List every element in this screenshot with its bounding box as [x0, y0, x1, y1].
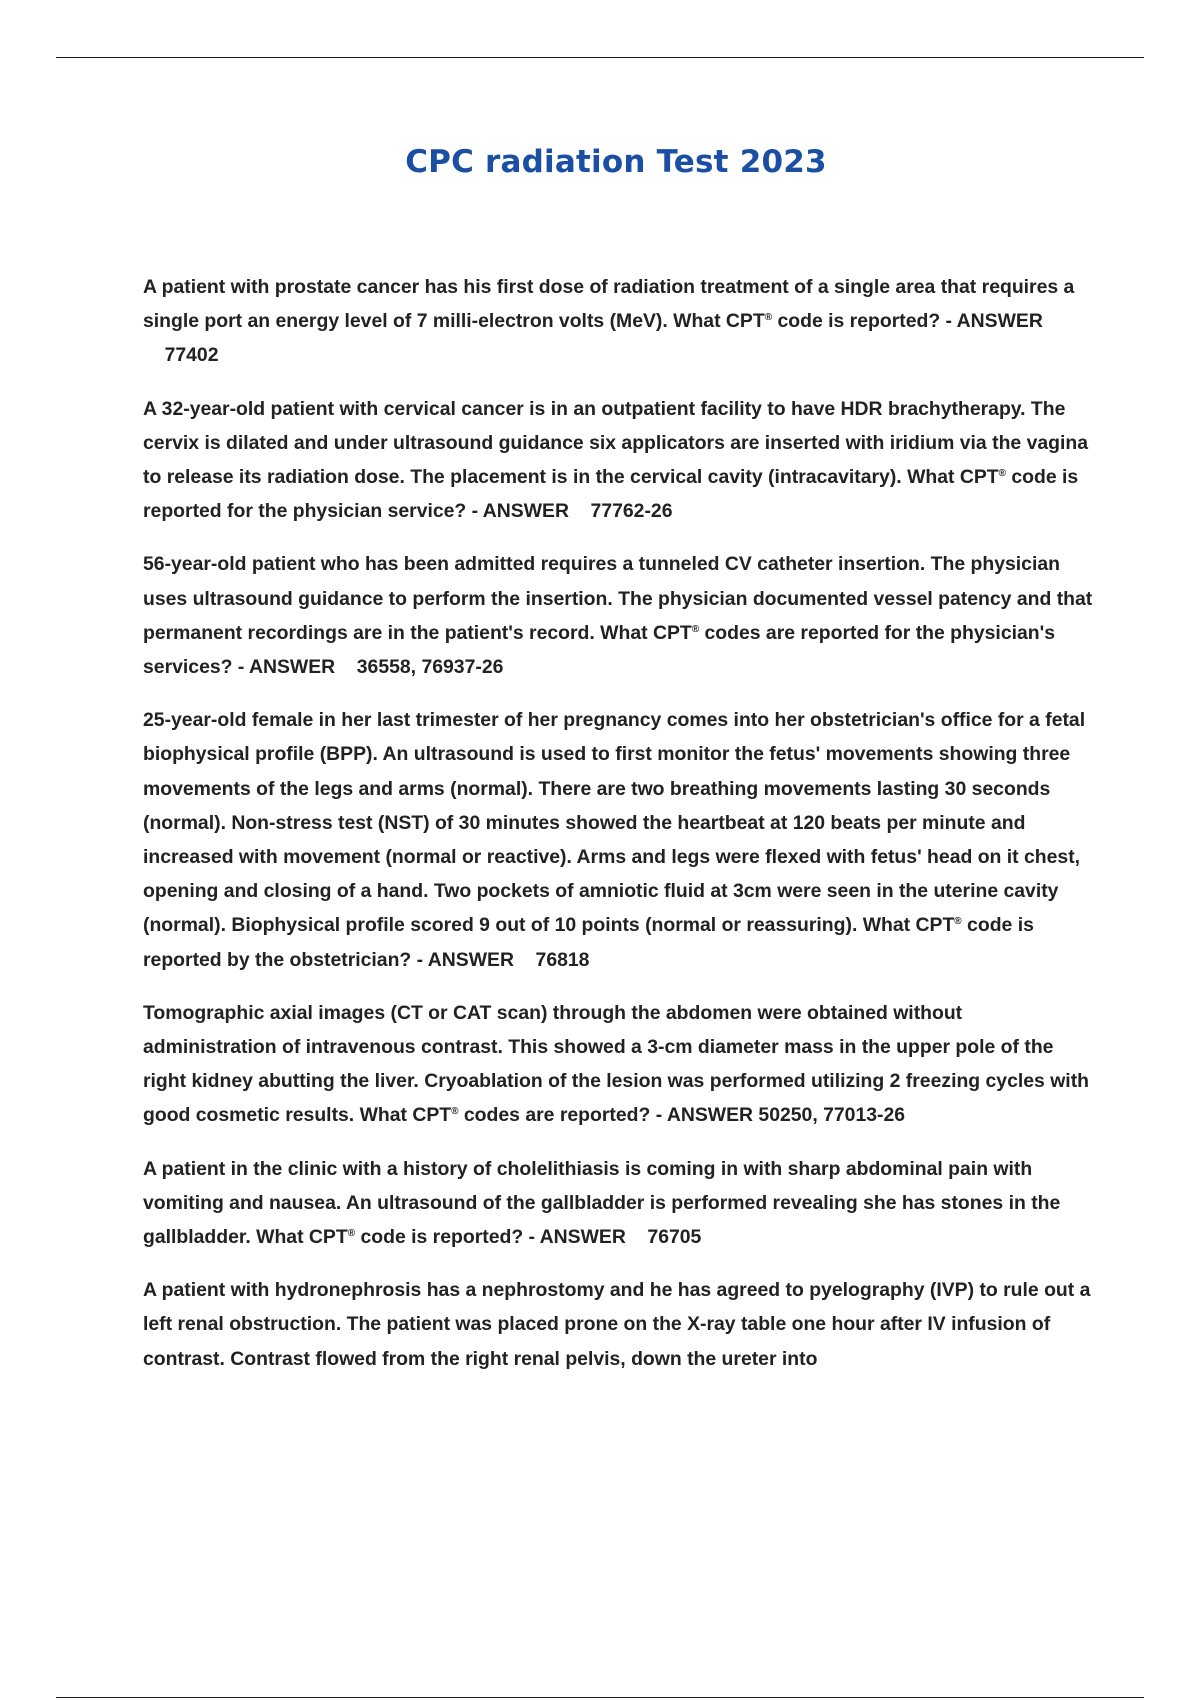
answer-code: 36558, 76937-26 — [356, 656, 504, 679]
qa-item-7 — [143, 1273, 1093, 1376]
registered-mark: ® — [764, 312, 773, 324]
question-text-end: code is reported? - ANSWER — [772, 310, 1043, 333]
question-text-end: code is reported for the physician service? - ANSWER — [143, 466, 1079, 523]
footer-rule — [56, 1697, 1144, 1698]
question-text: A patient with hydronephrosis has a nephrostomy and he has agreed to pyelography (IVP) to rule out a left renal obstruction. The patient was placed prone on the X-ray table one hour after IV infusion of contrast. Contrast flowed from the right renal pelvis, down the ureter into — [143, 1279, 1091, 1370]
qa-item-5 — [143, 996, 1093, 1133]
registered-mark: ® — [451, 1106, 459, 1118]
question-text-end: codes are reported for the physician's services? - ANSWER — [143, 621, 1056, 679]
qa-item-2 — [143, 392, 1093, 529]
qa-item-1 — [143, 270, 1093, 373]
document-title: CPC radiation Test 2023 — [405, 144, 827, 180]
qa-item-6 — [143, 1152, 1093, 1255]
question-text: A 32-year-old patient with cervical cancer is in an outpatient facility to have HDR brachytherapy. The cervix is dilated and under ultrasound guidance six applicators are inserted with iridium via the vagina to release its radiation dose. The placement is in the cervical cavity (intracavitary). What CPT — [143, 397, 1089, 489]
answer-code: 77402 — [164, 344, 219, 367]
qa-list — [143, 270, 1093, 1395]
registered-mark: ® — [347, 1228, 356, 1240]
answer-code: 76705 — [647, 1226, 702, 1249]
qa-item-3 — [143, 547, 1093, 684]
answer-code: 76818 — [535, 948, 590, 971]
qa-item-4 — [143, 703, 1093, 977]
question-text-end: code is reported? - ANSWER — [355, 1226, 626, 1249]
question-text: 25-year-old female in her last trimester of her pregnancy comes into her obstetrician's office for a fetal biophysical profile (BPP). An ultrasound is used to first monitor the fetus' movements showing three movements of the legs and arms (normal). There are two breathing movements lasting 30 seconds (normal). Non-stress test (NST) of 30 minutes showed the heartbeat at 120 beats per minute and increased with movement (normal or reactive). Arms and legs were flexed with fetus' head on it chest, opening and closing of a hand. Two pockets of amniotic fluid at 3cm were seen in the uterine cavity (normal). Biophysical profile scored 9 out of 10 points (normal or reassuring). What CPT — [143, 709, 1086, 937]
question-text-end: codes are reported? - ANSWER — [458, 1104, 754, 1127]
question-text: Tomographic axial images (CT or CAT scan) through the abdomen were obtained without administration of intravenous contrast. This showed a 3-cm diameter mass in the upper pole of the right kidney abutting the liver. Cryoablation of the lesion was performed utilizing 2 freezing cycles with good cosmetic results. What CPT — [143, 1001, 1089, 1127]
answer-code: 50250, 77013-26 — [758, 1104, 906, 1127]
registered-mark: ® — [954, 916, 962, 928]
question-text: A patient in the clinic with a history of cholelithiasis is coming in with sharp abdominal pain with vomiting and nausea. An ultrasound of the gallbladder is performed revealing she has stones in the gallbladder. What CPT — [143, 1157, 1061, 1249]
question-text: 56-year-old patient who has been admitted requires a tunneled CV catheter insertion. The physician uses ultrasound guidance to perform the insertion. The physician documented vessel patency and that permanent recordings are in the patient's record. What CPT — [143, 553, 1093, 644]
question-text-end: code is reported by the obstetrician? - ANSWER — [143, 914, 1034, 971]
registered-mark: ® — [998, 468, 1007, 480]
registered-mark: ® — [691, 623, 700, 635]
question-text: A patient with prostate cancer has his first dose of radiation treatment of a single area that requires a single port an energy level of 7 milli-electron volts (MeV). What CPT — [143, 276, 1075, 333]
header-rule — [56, 57, 1144, 58]
answer-code: 77762-26 — [590, 500, 673, 523]
